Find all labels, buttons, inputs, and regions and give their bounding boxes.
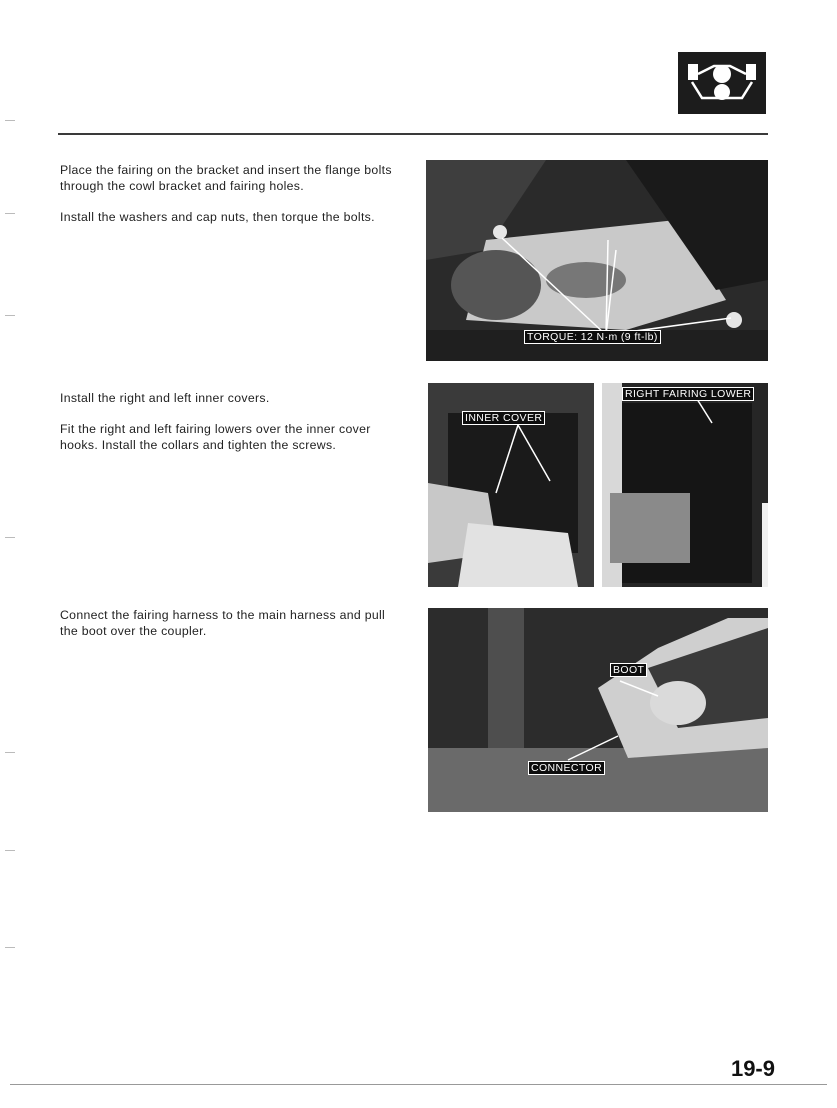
margin-mark [5, 752, 15, 753]
step1-paragraph2: Install the washers and cap nuts, then torque the bolts. [60, 210, 375, 224]
margin-mark [5, 120, 15, 121]
step1-paragraph1: Place the fairing on the bracket and insert the flange bolts through the cowl bracket and fairing holes. [60, 163, 392, 193]
inner-cover-photo [428, 383, 594, 587]
harness-connector-photo [428, 608, 768, 812]
margin-mark [5, 537, 15, 538]
right-fairing-lower-photo [602, 383, 768, 587]
margin-mark [5, 850, 15, 851]
right-fairing-lower-label: RIGHT FAIRING LOWER [622, 387, 754, 401]
inner-cover-label: INNER COVER [462, 411, 545, 425]
margin-mark [5, 315, 15, 316]
section-fairing-icon [678, 52, 766, 114]
torque-label: TORQUE: 12 N·m (9 ft-lb) [524, 330, 661, 344]
footer-rule [10, 1084, 827, 1085]
page-number: 19-9 [730, 1056, 775, 1081]
margin-mark [5, 213, 15, 214]
boot-label: BOOT [610, 663, 647, 677]
header-rule [58, 133, 768, 135]
step2-paragraph1: Install the right and left inner covers. [60, 391, 270, 405]
connector-label: CONNECTOR [528, 761, 605, 775]
margin-mark [5, 947, 15, 948]
step3-paragraph1: Connect the fairing harness to the main harness and pull the boot over the coupler. [60, 608, 386, 638]
step2-paragraph2: Fit the right and left fairing lowers over the inner cover hooks. Install the collars and tighten the screws. [60, 422, 371, 452]
fairing-bolts-photo [426, 160, 768, 361]
